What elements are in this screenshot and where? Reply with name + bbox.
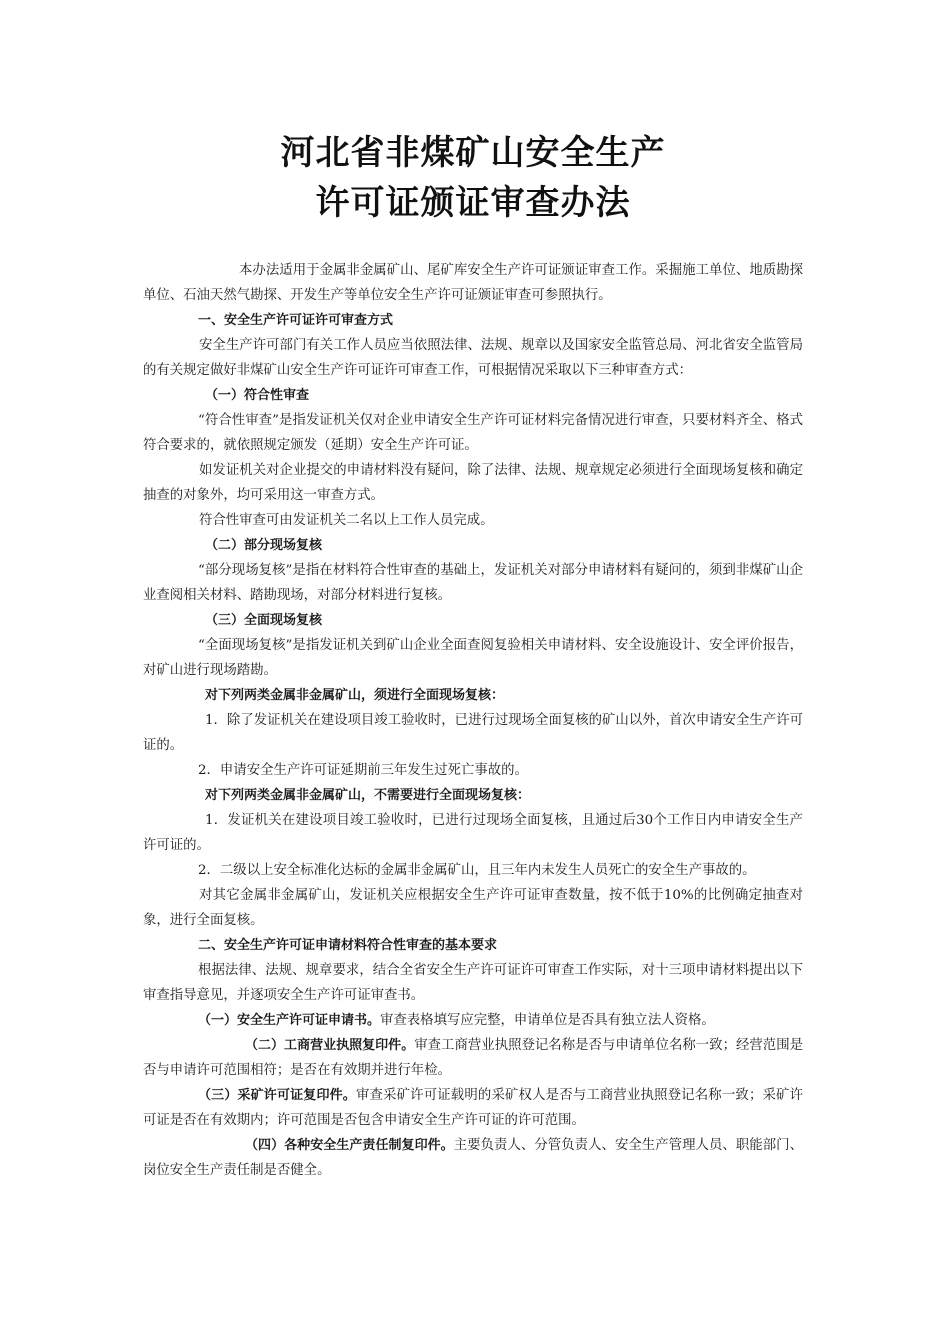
doc-title-line1: 河北省非煤矿山安全生产 bbox=[280, 133, 666, 173]
section2-heading: 二、安全生产许可证申请材料符合性审查的基本要求 bbox=[198, 938, 498, 953]
section1-1-paragraph1: “符合性审查”是指发证机关仅对企业申请安全生产许可证材料完备情况进行审查，只要材料齐全、格式符合要求的，就依照规定颁发（延期）安全生产许可证。 bbox=[143, 413, 803, 453]
review-required-item1: 1．除了发证机关在建设项目竣工验收时，已进行过现场全面复核的矿山以外，首次申请安全生产许可证的。 bbox=[143, 713, 803, 753]
review-required-item2: 2．申请安全生产许可证延期前三年发生过死亡事故的。 bbox=[198, 763, 528, 778]
section1-1-paragraph2: 如发证机关对企业提交的申请材料没有疑问，除了法律、法规、规章规定必须进行全面现场复核和确定抽查的对象外，均可采用这一审查方式。 bbox=[143, 463, 803, 503]
section2-item2-label: （二）工商营业执照复印件。 bbox=[245, 1038, 415, 1053]
section2-item3 bbox=[143, 1083, 803, 1133]
intro-paragraph: 本办法适用于金属非金属矿山、尾矿库安全生产许可证颁证审查工作。采掘施工单位、地质勘探单位、石油天然气勘探、开发生产等单位安全生产许可证颁证审查可参照执行。 bbox=[143, 263, 803, 303]
section2-item2-text: 审查工商营业执照登记名称是否与申请单位名称一致；经营范围是否与申请许可范围相符；是否在有效期并进行年检。 bbox=[143, 1038, 803, 1078]
section1-3-paragraph1: “全面现场复核”是指发证机关到矿山企业全面查阅复验相关申请材料、安全设施设计、安全评价报告，对矿山进行现场踏勘。 bbox=[143, 638, 803, 678]
section1-2-heading: （二）部分现场复核 bbox=[205, 538, 323, 553]
section2-item4 bbox=[143, 1133, 803, 1183]
section1-1-paragraph3: 符合性审查可由发证机关二名以上工作人员完成。 bbox=[199, 513, 494, 528]
document-page bbox=[143, 128, 803, 1183]
section1-3-heading: （三）全面现场复核 bbox=[205, 613, 323, 628]
other-mines-paragraph: 对其它金属非金属矿山，发证机关应根据安全生产许可证审查数量，按不低于10%的比例确定抽查对象，进行全面复核。 bbox=[143, 888, 803, 928]
title-block bbox=[143, 128, 803, 228]
review-required-heading: 对下列两类金属非金属矿山，须进行全面现场复核： bbox=[205, 688, 505, 703]
doc-title-line2: 许可证颁证审查办法 bbox=[315, 183, 631, 223]
section2-item2 bbox=[143, 1033, 803, 1083]
section2-item1 bbox=[143, 1008, 803, 1033]
section2-paragraph: 根据法律、法规、规章要求，结合全省安全生产许可证许可审查工作实际，对十三项申请材料提出以下审查指导意见，并逐项安全生产许可证审查书。 bbox=[143, 963, 803, 1003]
review-not-required-item1: 1．发证机关在建设项目竣工验收时，已进行过现场全面复核，且通过后30个工作日内申请安全生产许可证的。 bbox=[143, 813, 803, 853]
review-not-required-item2: 2．二级以上安全标准化达标的金属非金属矿山，且三年内未发生人员死亡的安全生产事故的。 bbox=[198, 863, 756, 878]
section1-1-heading: （一）符合性审查 bbox=[205, 388, 310, 403]
section1-2-paragraph1: “部分现场复核”是指在材料符合性审查的基础上，发证机关对部分申请材料有疑问的，须到非煤矿山企业查阅相关材料、踏勘现场，对部分材料进行复核。 bbox=[143, 563, 803, 603]
section2-item3-label: （三）采矿许可证复印件。 bbox=[198, 1088, 356, 1103]
section2-item1-text: 审查表格填写应完整，申请单位是否具有独立法人资格。 bbox=[380, 1013, 715, 1028]
section2-item3-text: 审查采矿许可证载明的采矿权人是否与工商营业执照登记名称一致；采矿许可证是否在有效期内；许可范围是否包含申请安全生产许可证的许可范围。 bbox=[143, 1088, 803, 1128]
review-not-required-heading: 对下列两类金属非金属矿山，不需要进行全面现场复核： bbox=[205, 788, 531, 803]
section1-paragraph: 安全生产许可部门有关工作人员应当依照法律、法规、规章以及国家安全监管总局、河北省安全监管局的有关规定做好非煤矿山安全生产许可证许可审查工作，可根据情况采取以下三种审查方式： bbox=[143, 338, 803, 378]
section1-heading: 一、安全生产许可证许可审查方式 bbox=[198, 313, 394, 328]
section2-item1-label: （一）安全生产许可证申请书。 bbox=[198, 1013, 381, 1028]
section2-item4-text: 主要负责人、分管负责人、安全生产管理人员、职能部门、岗位安全生产责任制是否健全。 bbox=[143, 1138, 803, 1178]
section2-item4-label: （四）各种安全生产责任制复印件。 bbox=[245, 1138, 454, 1153]
